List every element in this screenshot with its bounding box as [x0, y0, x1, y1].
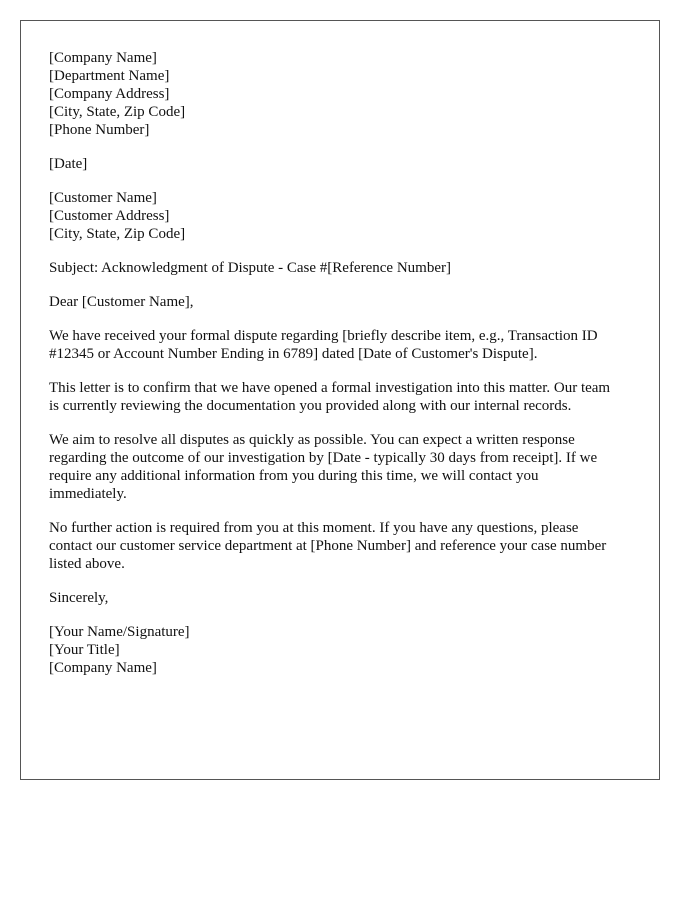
- sender-department-name: [Department Name]: [49, 68, 170, 84]
- signature-name: [Your Name/Signature]: [49, 624, 190, 640]
- sender-city-state-zip: [City, State, Zip Code]: [49, 104, 186, 120]
- letter-date: [Date]: [49, 156, 88, 172]
- closing: Sincerely,: [49, 590, 109, 606]
- recipient-address-block: [49, 189, 619, 243]
- sender-company-address: [Company Address]: [49, 86, 170, 102]
- signature-company-name: [Company Name]: [49, 660, 157, 676]
- body-paragraph-4: No further action is required from you at this moment. If you have any questions, please contact our customer service department at [Phone Number] and reference your case number listed above.: [49, 520, 607, 572]
- body-paragraph-1: We have received your formal dispute regarding [briefly describe item, e.g., Transaction ID #12345 or Account Number Ending in 6789] dated [Date of Customer's Dispute].: [49, 328, 598, 362]
- recipient-customer-address: [Customer Address]: [49, 208, 170, 224]
- body-paragraph-2: This letter is to confirm that we have opened a formal investigation into this matter. Our team is currently reviewing the documentation you provided along with our internal records.: [49, 380, 611, 414]
- recipient-city-state-zip: [City, State, Zip Code]: [49, 226, 186, 242]
- sender-phone-number: [Phone Number]: [49, 122, 150, 138]
- date-block: [49, 155, 619, 173]
- subject-line: Subject: Acknowledgment of Dispute - Case #[Reference Number]: [49, 260, 451, 276]
- letter-page: [20, 20, 660, 780]
- recipient-customer-name: [Customer Name]: [49, 190, 157, 206]
- letter-content: [49, 49, 619, 693]
- sender-company-name: [Company Name]: [49, 50, 157, 66]
- signature-title: [Your Title]: [49, 642, 120, 658]
- body-paragraph-3: We aim to resolve all disputes as quickly as possible. You can expect a written response regarding the outcome of our investigation by [Date - typically 30 days from receipt]. If we require any additional information from you during this time, we will contact you immediately.: [49, 432, 598, 502]
- signature-block: [49, 623, 619, 677]
- salutation: Dear [Customer Name],: [49, 294, 194, 310]
- sender-address-block: [49, 49, 619, 139]
